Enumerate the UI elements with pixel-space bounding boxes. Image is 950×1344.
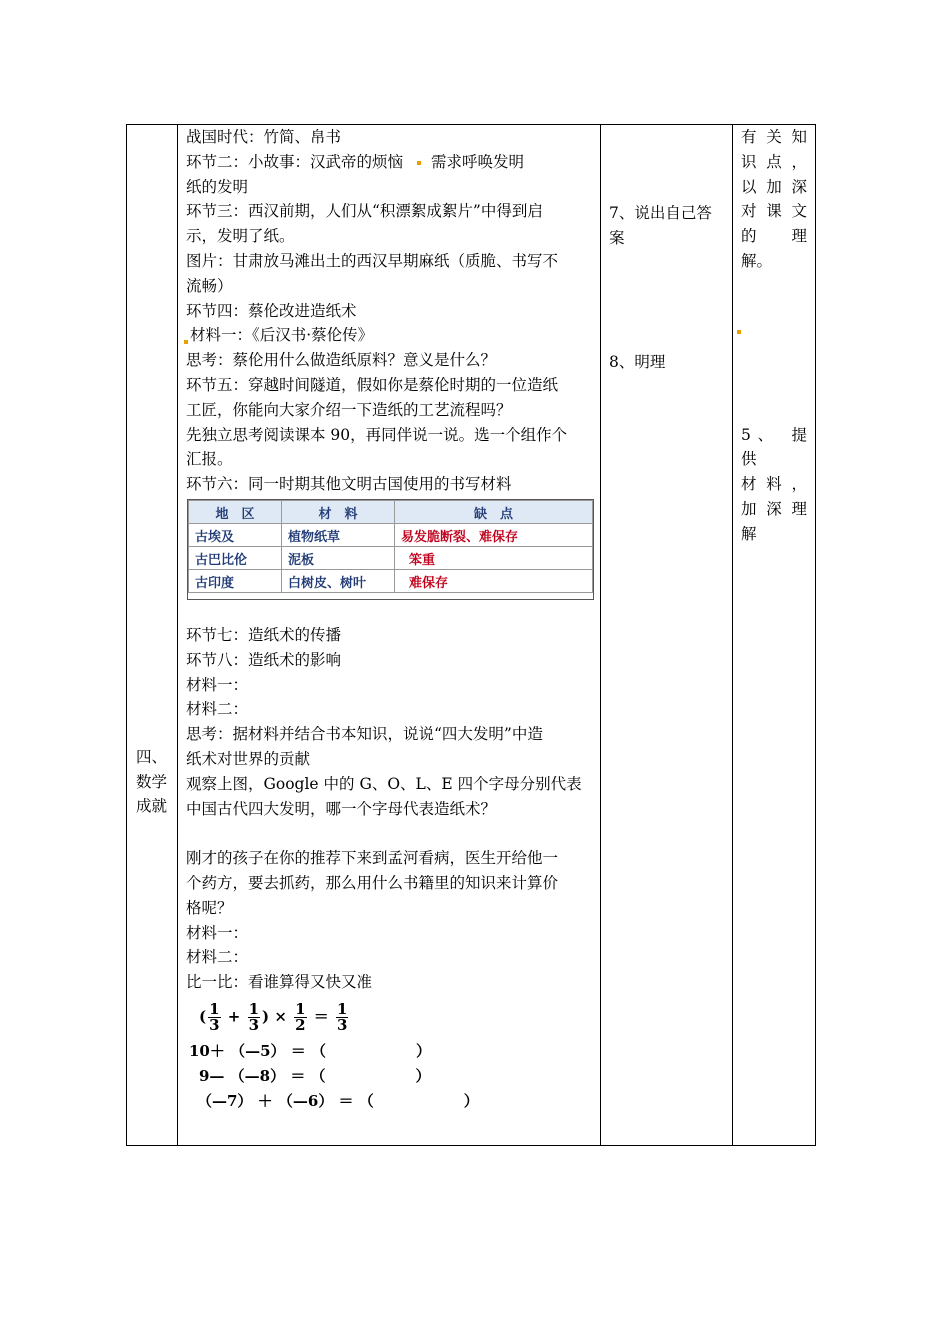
blank-line (609, 325, 729, 350)
denominator: 3 (337, 1016, 348, 1034)
char: 点 (766, 152, 785, 171)
fraction (248, 1002, 260, 1033)
cell-material: 泥板 (282, 547, 395, 570)
purpose-line: 解 (741, 524, 757, 543)
blank-line (609, 275, 729, 300)
purpose-line: 解。 (741, 251, 773, 270)
table-row (189, 570, 593, 593)
char: 以 (741, 177, 759, 196)
char: 对 (741, 202, 759, 221)
content-line: 环节七：造纸术的传播 (186, 626, 342, 644)
content-text: 材料一：《后汉书·蔡伦传》 (190, 326, 374, 345)
content-line: 格呢？ (186, 898, 233, 917)
blank-line (186, 821, 594, 846)
char: 关 (766, 128, 785, 146)
content-line: 工匠，你能向大家介绍一下造纸的工艺流程吗？ (186, 400, 512, 419)
content-line: 观察上图，Google 中的 G、O、L、E 四个字母分别代表 (186, 774, 582, 793)
char: ， (791, 475, 807, 494)
cell-defect: 难保存 (395, 570, 593, 593)
content-line: 流畅） (186, 276, 233, 295)
student-line: 7、说出自己答 (609, 204, 712, 222)
content-line: 材料一： (186, 923, 249, 942)
content-line: 材料一： (186, 675, 249, 694)
char: 深 (791, 177, 807, 196)
char: 料 (766, 475, 785, 494)
content-line (186, 150, 594, 175)
char: 深 (766, 499, 785, 518)
cell-defect: 笨重 (395, 547, 593, 570)
equation-4: （—7） ＋ （—6） ＝ （ ） (197, 1092, 479, 1110)
content-line: 先独立思考阅读课本 90，再同伴说一说。选一个组作个 (186, 425, 568, 444)
content-line: 环节六：同一时期其他文明古国使用的书写材料 (186, 475, 512, 494)
content-line: 汇报。 (186, 450, 233, 469)
content-line: 思考：蔡伦用什么做造纸原料？意义是什么？ (186, 351, 497, 370)
equation-fraction: ( $\frac{1}{3}$ + $\frac{1}{3}$ ) × $\frac{1}{2}$ ＝ $\frac{1}{3}$ (199, 1000, 348, 1034)
purpose-line (741, 199, 807, 224)
column-divider (600, 125, 601, 1145)
purpose-line (741, 497, 807, 522)
char: 知 (791, 128, 807, 146)
content-text: 环节二：小故事：汉武帝的烦恼 (186, 152, 404, 171)
blank-line (609, 251, 729, 276)
purpose-line (741, 224, 807, 249)
char: 课 (766, 202, 785, 221)
content-line: 环节八：造纸术的影响 (186, 650, 342, 669)
purpose-line (741, 472, 807, 497)
blank-line (741, 274, 807, 299)
blank-line (741, 299, 807, 324)
content-line: 战国时代：竹简、帛书 (186, 128, 342, 146)
cell-region: 古埃及 (189, 524, 282, 547)
numerator: 1 (337, 1000, 348, 1018)
char: 材 (741, 475, 759, 494)
header-defect: 缺 点 (395, 501, 593, 524)
student-line: 案 (609, 228, 625, 247)
student-activity (609, 201, 729, 375)
char: 、 (750, 425, 780, 444)
char: ， (791, 152, 807, 171)
content-line: 纸术对世界的贡献 (186, 749, 311, 768)
cell-material: 白树皮、树叶 (282, 570, 395, 593)
lesson-table (126, 124, 816, 1146)
content-line: 纸的发明 (186, 177, 249, 196)
table-row (189, 547, 593, 570)
char: 理 (791, 227, 807, 246)
char: 理 (791, 499, 807, 518)
marker-dot (417, 161, 421, 165)
numerator: 1 (295, 1000, 306, 1018)
blank-line (741, 323, 807, 348)
marker-dot (737, 330, 741, 334)
content-line: 示，发明了纸。 (186, 227, 295, 246)
purpose-line (741, 423, 807, 473)
char: 有 (741, 128, 759, 146)
char: 加 (766, 177, 785, 196)
content-line: 比一比：看谁算得又快又准 (186, 973, 373, 992)
column-divider (177, 125, 178, 1145)
header-region: 地 区 (189, 501, 282, 524)
purpose-line (741, 150, 807, 175)
content-line: 个药方，要去抓药，那么用什么书籍里的知识来计算价 (186, 873, 559, 892)
content-line: 环节五：穿越时间隧道，假如你是蔡伦时期的一位造纸 (186, 375, 559, 394)
teaching-content (186, 125, 594, 497)
purpose-line (741, 125, 807, 150)
numerator: 1 (209, 1000, 220, 1018)
blank-line (741, 373, 807, 398)
cell-material: 植物纸草 (282, 524, 395, 547)
content-line: 环节三：西汉前期，人们从“积漂絮成絮片”中得到启 (186, 202, 543, 221)
char: 识 (741, 152, 759, 171)
content-line: 材料二： (186, 700, 249, 719)
content-line: 中国古代四大发明，哪一个字母代表造纸术？ (186, 799, 497, 818)
section-label (136, 745, 172, 819)
cell-defect: 易发脆断裂、难保存 (395, 524, 593, 547)
char: 提 (791, 425, 807, 444)
blank-line (609, 300, 729, 325)
section-label-line: 四、 (136, 748, 168, 766)
blank-line (741, 398, 807, 423)
writing-materials-table (187, 499, 594, 600)
inline-note: 需求呼唤发明 (431, 152, 525, 171)
fraction (336, 1002, 348, 1033)
denominator: 2 (295, 1016, 306, 1034)
table-header-row (189, 501, 593, 524)
table-row (189, 524, 593, 547)
cell-region: 古印度 (189, 570, 282, 593)
content-line: 图片：甘肃放马滩出土的西汉早期麻纸（质脆、书写不 (186, 251, 559, 270)
content-line: 思考：据材料并结合书本知识，说说“四大发明”中造 (186, 725, 543, 744)
section-label-line: 成就 (136, 797, 168, 815)
fraction (208, 1002, 220, 1033)
char: 文 (791, 202, 807, 221)
column-divider (732, 125, 733, 1145)
design-purpose (741, 125, 807, 547)
char: 的 (741, 227, 772, 246)
purpose-line (741, 175, 807, 200)
header-material: 材 料 (282, 501, 395, 524)
content-line: 环节四：蔡伦改进造纸术 (186, 301, 357, 320)
teaching-content-2 (186, 623, 594, 995)
fraction (294, 1002, 306, 1033)
equation-3: 9— （—8） ＝ （ ） (199, 1067, 431, 1085)
denominator: 3 (248, 1016, 259, 1034)
marker-dot (184, 340, 188, 344)
student-line: 8、明理 (609, 352, 666, 371)
content-line: 材料二： (186, 948, 249, 967)
blank-line (741, 348, 807, 373)
content-line (186, 323, 594, 348)
char: 5 (741, 425, 751, 444)
equation-2: 10＋ （—5） ＝ （ ） (189, 1042, 431, 1060)
char: 加 (741, 499, 759, 518)
cell-region: 古巴比伦 (189, 547, 282, 570)
numerator: 1 (248, 1000, 259, 1018)
content-line: 刚才的孩子在你的推荐下来到孟河看病，医生开给他一 (186, 849, 559, 868)
section-label-line: 数学 (136, 772, 168, 791)
char: 供 (741, 450, 757, 469)
denominator: 3 (209, 1016, 220, 1034)
